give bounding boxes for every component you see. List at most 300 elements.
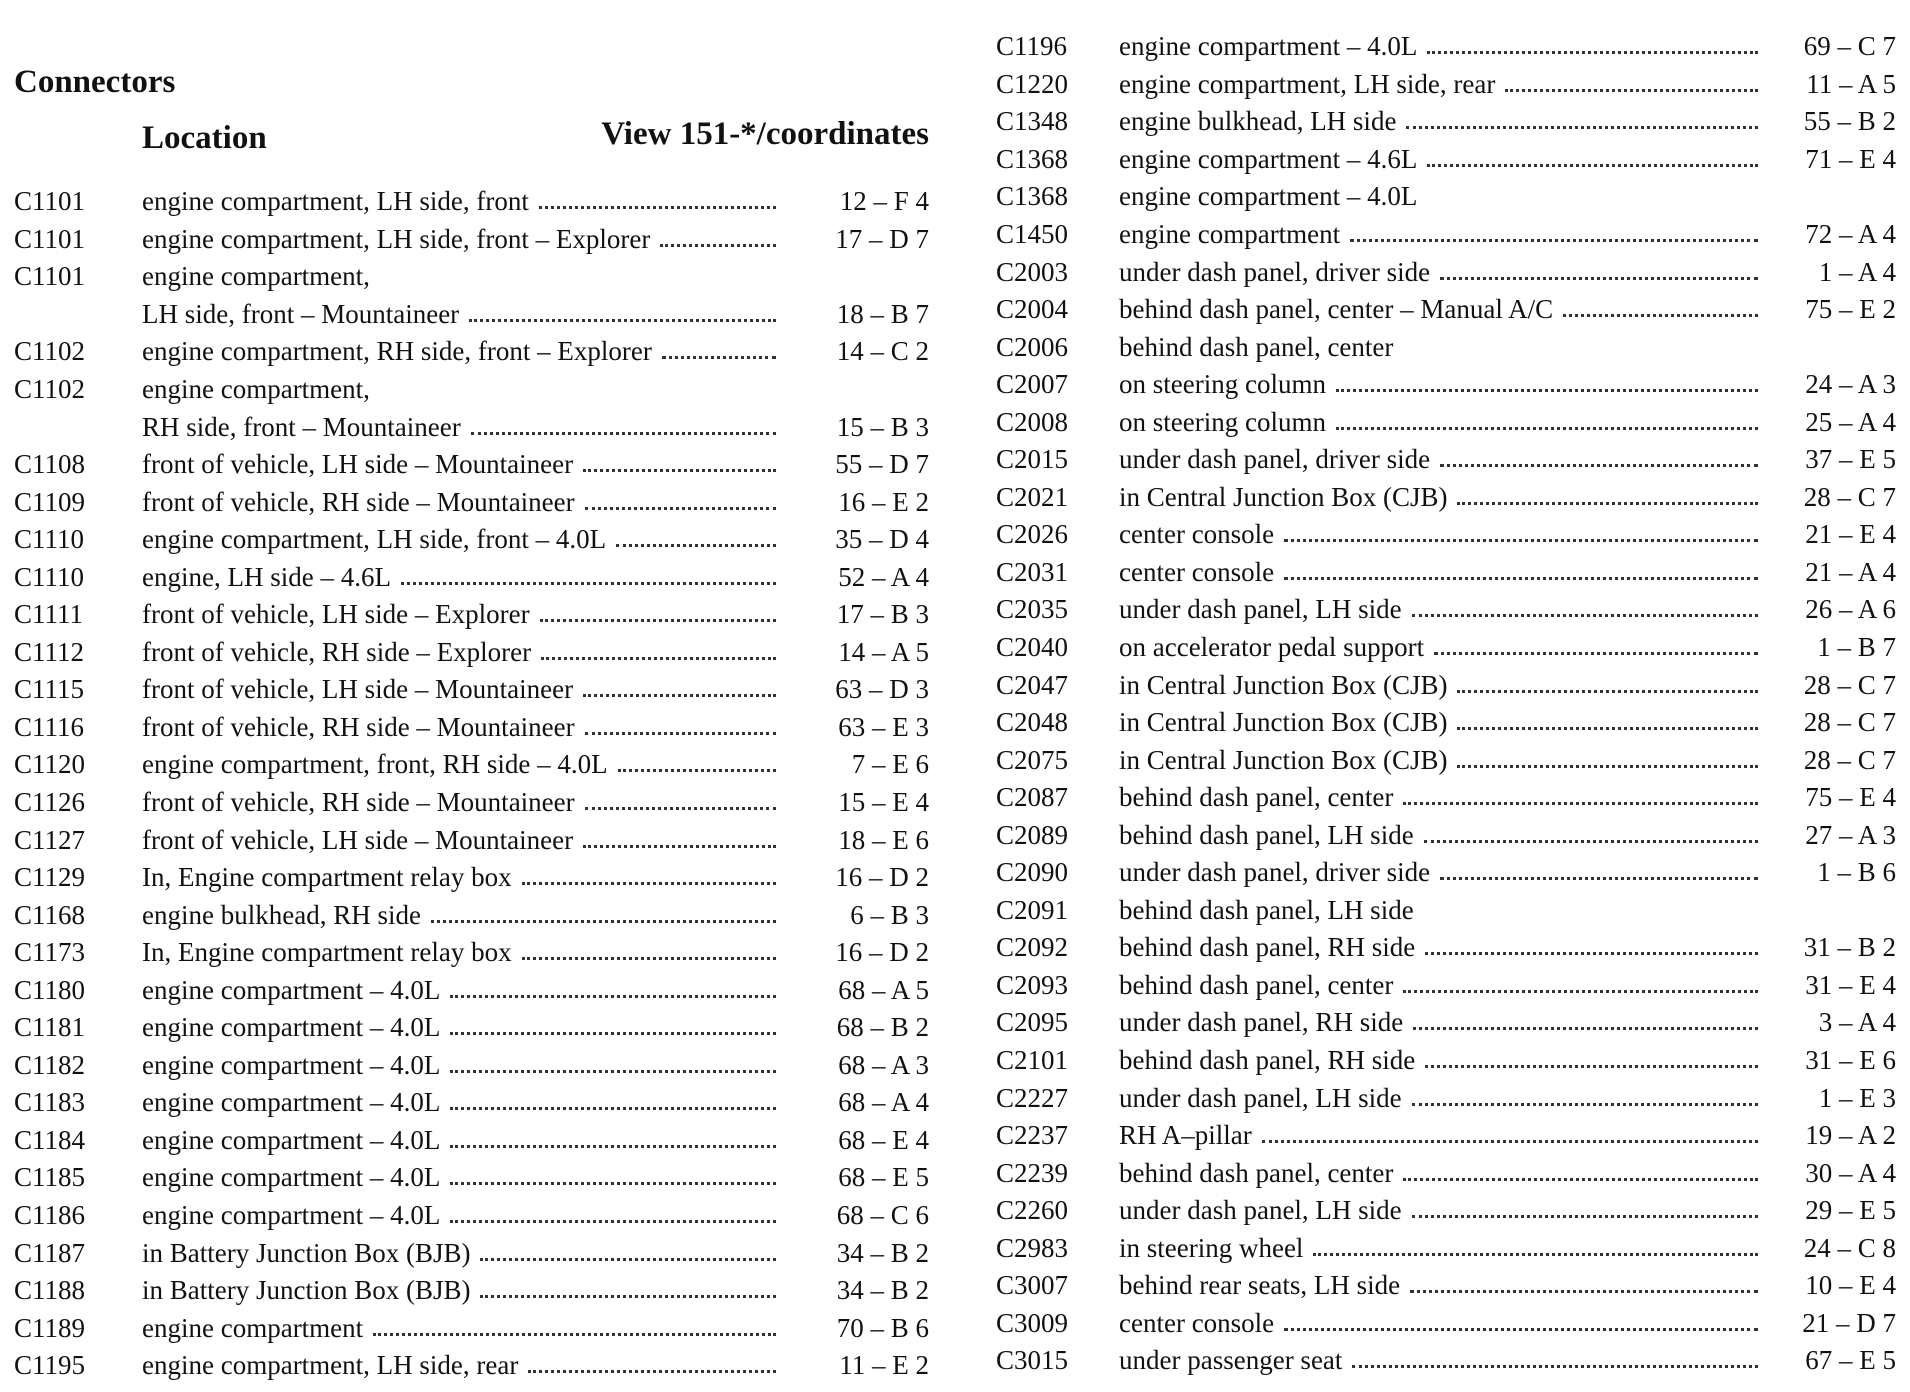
connector-row [996,741,1896,779]
connector-view-coordinates: 68 – B 2 [836,1012,929,1043]
connector-row [996,629,1896,667]
connector-view-coordinates: 17 – D 7 [835,223,929,254]
connector-row [14,934,929,972]
connector-code: C2095 [996,1007,1069,1038]
connector-row [14,1347,929,1385]
connector-row [996,441,1896,479]
connector-code: C1368 [996,181,1069,212]
connector-row [996,66,1896,104]
dot-leader [1336,427,1758,430]
connector-view-coordinates: 68 – E 5 [838,1162,929,1193]
dot-leader [660,244,776,247]
connector-row [996,816,1896,854]
connector-code: C2006 [996,331,1069,362]
connector-code: C2101 [996,1045,1069,1076]
connector-code: C1183 [14,1087,86,1118]
connector-view-coordinates: 27 – A 3 [1805,819,1896,850]
connector-location: RH A–pillar [1119,1120,1252,1151]
connector-row [996,366,1896,404]
connector-location: under dash panel, LH side [1119,1082,1402,1113]
connector-view-coordinates: 14 – C 2 [836,336,929,367]
connector-location: engine compartment – 4.6L [1119,143,1418,174]
connector-row [996,1004,1896,1042]
connector-view-coordinates: 55 – D 7 [835,449,929,480]
connector-location: front of vehicle, RH side – Mountaineer [142,711,575,742]
connector-view-coordinates: 3 – A 4 [1818,1007,1896,1038]
connector-code: C1115 [14,674,85,705]
connector-row [996,1342,1896,1380]
dot-leader [480,1295,776,1298]
connector-view-coordinates: 31 – E 4 [1805,969,1896,1000]
connector-view-coordinates: 24 – A 3 [1805,369,1896,400]
dot-leader [1457,727,1758,730]
connector-view-coordinates: 26 – A 6 [1805,594,1896,625]
connector-code: C3015 [996,1345,1069,1376]
connector-view-coordinates: 34 – B 2 [836,1237,929,1268]
dot-leader [1284,539,1758,542]
dot-leader [1352,1365,1758,1368]
connector-row [14,521,929,559]
dot-leader [585,507,776,510]
connector-view-coordinates: 28 – C 7 [1803,707,1896,738]
connector-location: under dash panel, LH side [1119,1195,1402,1226]
connector-location: front of vehicle, RH side – Mountaineer [142,486,575,517]
column-header-view: View 151-*/coordinates [601,116,929,152]
connector-list-right [996,28,1896,1380]
connector-row [14,483,929,521]
connector-location: engine compartment – 4.0L [142,1124,441,1155]
dot-leader [1412,614,1758,617]
connector-code: C1450 [996,219,1069,249]
connector-row [14,1197,929,1235]
connector-location: behind dash panel, center [1119,331,1394,362]
connector-location: In, Engine compartment relay box [142,937,512,968]
connector-location: In, Engine compartment relay box [142,862,512,893]
connector-code: C2239 [996,1157,1069,1188]
connector-code: C3009 [996,1307,1069,1338]
connector-code: C2090 [996,857,1069,888]
connector-location: front of vehicle, LH side – Mountaineer [142,449,574,480]
connector-code: C1173 [14,937,86,968]
connector-code: C1184 [14,1124,86,1155]
connector-view-coordinates: 35 – D 4 [835,524,929,555]
connector-view-coordinates: 16 – D 2 [835,862,929,893]
dot-leader [1425,1065,1758,1068]
dot-leader [1563,314,1758,317]
connector-code: C2093 [996,969,1069,1000]
connector-row [14,1159,929,1197]
dot-leader [662,356,776,359]
connector-list-left [14,183,929,1385]
connector-view-coordinates: 7 – E 6 [851,749,929,780]
dot-leader [1427,164,1758,167]
connector-location: in Battery Junction Box (BJB) [142,1275,471,1306]
connector-row [996,1230,1896,1268]
connector-location: in Central Junction Box (CJB) [1119,707,1448,738]
dot-leader [1424,840,1758,843]
page-title: Connectors [14,64,176,100]
dot-leader [585,732,776,735]
connector-row [996,28,1896,66]
connector-row [996,1192,1896,1230]
connector-row [996,1267,1896,1305]
connector-view-coordinates: 21 – D 7 [1802,1307,1896,1338]
connector-view-coordinates: 68 – C 6 [836,1200,929,1231]
connector-code: C2003 [996,256,1069,287]
connector-row [996,516,1896,554]
dot-leader [583,694,776,697]
connector-row [996,929,1896,967]
connector-code: C1102 [14,374,86,404]
connector-view-coordinates: 1 – E 3 [1818,1082,1896,1113]
dot-leader [1403,802,1758,805]
dot-leader [450,1182,776,1185]
connector-location: front of vehicle, LH side – Mountaineer [142,824,574,855]
connector-view-coordinates: 25 – A 4 [1805,406,1896,437]
connector-row [14,296,929,334]
connector-code: C1168 [14,899,86,930]
connector-row [14,408,929,446]
connector-view-coordinates: 11 – E 2 [839,1350,929,1381]
connector-code: C1109 [14,486,86,517]
connector-view-coordinates: 21 – E 4 [1805,519,1896,550]
connector-location: engine compartment, LH side, front [142,186,529,217]
connector-code: C1102 [14,336,86,367]
connector-view-coordinates: 24 – C 8 [1803,1232,1896,1263]
connector-code: C1108 [14,449,86,480]
connector-row [14,1122,929,1160]
connector-view-coordinates: 31 – E 6 [1805,1045,1896,1076]
connector-row [996,103,1896,141]
connector-row [14,1234,929,1272]
dot-leader [1425,952,1758,955]
connector-location: engine compartment – 4.0L [1119,31,1418,62]
connector-code: C1111 [14,599,84,630]
connector-row [996,403,1896,441]
connector-view-coordinates: 6 – B 3 [850,899,929,930]
connector-code: C2035 [996,594,1069,625]
connector-location: behind dash panel, center [1119,782,1394,813]
dot-leader [1403,1178,1758,1181]
connector-row [14,333,929,371]
connector-view-coordinates: 28 – C 7 [1803,744,1896,775]
connector-view-coordinates: 1 – B 7 [1817,632,1896,663]
dot-leader [480,1258,776,1261]
connector-view-coordinates: 29 – E 5 [1805,1195,1896,1226]
dot-leader [1413,1027,1758,1030]
connector-code: C1182 [14,1049,86,1080]
connector-location: under passenger seat [1119,1345,1343,1376]
connector-view-coordinates: 15 – E 4 [838,787,929,818]
connector-code: C1186 [14,1200,86,1231]
connector-row [996,779,1896,817]
dot-leader [1457,502,1758,505]
connector-view-coordinates: 12 – F 4 [839,186,929,217]
dot-leader [1262,1140,1758,1143]
connector-code: C1180 [14,974,86,1005]
dot-leader [450,1220,776,1223]
connector-view-coordinates: 11 – A 5 [1806,68,1896,99]
connector-view-coordinates: 67 – E 5 [1805,1345,1896,1376]
connector-location: under dash panel, driver side [1119,857,1431,888]
connector-row [14,634,929,672]
connector-view-coordinates: 34 – B 2 [836,1275,929,1306]
dot-leader [1457,690,1758,693]
connector-row [996,967,1896,1005]
dot-leader [450,1145,776,1148]
connector-location: engine compartment, LH side, front – 4.0L [142,524,607,555]
connector-view-coordinates: 14 – A 5 [838,636,929,667]
dot-leader [1410,1290,1758,1293]
connector-row [996,591,1896,629]
connector-location: under dash panel, driver side [1119,256,1431,287]
connector-code: C1189 [14,1312,86,1343]
connector-view-coordinates: 37 – E 5 [1805,444,1896,475]
connector-code: C2026 [996,519,1069,550]
dot-leader [540,619,776,622]
dot-leader [1403,990,1758,993]
connector-location: in Central Junction Box (CJB) [1119,744,1448,775]
connector-location: engine compartment, LH side, rear [142,1350,519,1381]
connector-view-coordinates: 16 – E 2 [838,486,929,517]
connector-location: engine compartment – 4.0L [142,1087,441,1118]
connector-location: on accelerator pedal support [1119,632,1425,663]
connector-location: engine, LH side – 4.6L [142,561,391,592]
connector-location: front of vehicle, RH side – Mountaineer [142,787,575,818]
dot-leader [450,1107,776,1110]
connector-code: C1101 [14,261,86,292]
connector-view-coordinates: 70 – B 6 [836,1312,929,1343]
connector-view-coordinates: 10 – E 4 [1805,1270,1896,1301]
connector-location: center console [1119,556,1275,587]
connector-location: on steering column [1119,406,1326,437]
connector-code: C2021 [996,481,1069,512]
connector-code: C1110 [14,561,85,592]
connector-code: C1196 [996,31,1068,62]
connector-code: C2260 [996,1195,1069,1226]
connector-row [996,1042,1896,1080]
connector-row [996,328,1896,366]
dot-leader [616,544,776,547]
connector-location: engine bulkhead, LH side [1119,106,1397,137]
dot-leader [1350,239,1758,242]
connector-location: behind dash panel, center [1119,1157,1394,1188]
connector-row [14,821,929,859]
connector-row [14,221,929,259]
connector-row [996,892,1896,930]
connector-row [996,1154,1896,1192]
connector-code: C2983 [996,1232,1069,1263]
connector-location: center console [1119,519,1275,550]
connector-row [14,1272,929,1310]
connector-row [996,1117,1896,1155]
connector-location: engine compartment [142,1312,364,1343]
connector-view-coordinates: 28 – C 7 [1803,669,1896,700]
connector-row [14,671,929,709]
connector-code: C1101 [14,223,86,254]
connector-view-coordinates: 75 – E 2 [1805,294,1896,325]
connector-view-coordinates: 21 – A 4 [1805,556,1896,587]
connector-code: C3007 [996,1270,1069,1301]
connector-view-coordinates: 18 – E 6 [838,824,929,855]
dot-leader [1440,464,1758,467]
connector-location: engine compartment – 4.0L [1119,181,1418,212]
connector-view-coordinates: 1 – B 6 [1817,857,1896,888]
connector-view-coordinates: 68 – E 4 [838,1124,929,1155]
connector-view-coordinates: 69 – C 7 [1803,31,1896,62]
connector-code: C2091 [996,894,1069,925]
dot-leader [469,319,776,322]
dot-leader [1336,389,1758,392]
connector-location: engine compartment, [142,374,370,404]
connector-code: C2007 [996,369,1069,400]
connector-code: C1110 [14,524,85,555]
connector-location: engine compartment – 4.0L [142,1200,441,1231]
connector-location: front of vehicle, LH side – Mountaineer [142,674,574,705]
connector-code: C2031 [996,556,1069,587]
connector-code: C2227 [996,1082,1069,1113]
connector-row [996,216,1896,254]
dot-leader [1457,765,1758,768]
connector-row [996,141,1896,179]
connector-code: C2092 [996,932,1069,963]
connector-row [14,183,929,221]
dot-leader [450,1070,776,1073]
connector-code: C2040 [996,632,1069,663]
connector-row [996,479,1896,517]
connector-code: C1126 [14,787,86,818]
connector-code: C1368 [996,143,1069,174]
connector-code: C1101 [14,186,86,217]
dot-leader [1434,652,1758,655]
dot-leader [1427,51,1758,54]
connector-row [14,1309,929,1347]
dot-leader [1284,577,1758,580]
connector-location: engine compartment, LH side, rear [1119,68,1496,99]
dot-leader [618,769,776,772]
dot-leader [401,582,776,585]
connector-row [14,596,929,634]
connector-row [14,446,929,484]
dot-leader [1440,877,1758,880]
column-header-location: Location [142,120,267,156]
connector-code: C1116 [14,711,85,742]
connector-row [996,178,1896,216]
connector-row [14,971,929,1009]
connector-location: behind dash panel, LH side [1119,819,1414,850]
connector-location: engine compartment, LH side, front – Explorer [142,223,651,254]
connector-location: engine compartment – 4.0L [142,1162,441,1193]
dot-leader [1440,277,1758,280]
connector-row [14,859,929,897]
connector-code: C2004 [996,294,1069,325]
connector-view-coordinates: 31 – B 2 [1803,932,1896,963]
connector-row [14,1084,929,1122]
connector-view-coordinates: 55 – B 2 [1803,106,1896,137]
connector-location: LH side, front – Mountaineer [142,298,460,329]
connector-code: C1187 [14,1237,86,1268]
connector-row [14,371,929,409]
dot-leader [1412,1103,1758,1106]
connector-view-coordinates: 15 – B 3 [836,411,929,442]
connector-location: engine compartment – 4.0L [142,1012,441,1043]
connector-row [996,854,1896,892]
connector-code: C1112 [14,636,85,667]
connector-code: C1127 [14,824,86,855]
connector-view-coordinates: 18 – B 7 [836,298,929,329]
dot-leader [522,957,776,960]
connector-code: C1129 [14,862,86,893]
dot-leader [1406,126,1758,129]
connector-row [996,1079,1896,1117]
connector-view-coordinates: 52 – A 4 [838,561,929,592]
connector-location: center console [1119,1307,1275,1338]
connector-view-coordinates: 30 – A 4 [1805,1157,1896,1188]
connector-row [996,704,1896,742]
connector-view-coordinates: 17 – B 3 [836,599,929,630]
dot-leader [1505,89,1758,92]
connector-row [14,1047,929,1085]
connector-code: C1185 [14,1162,86,1193]
connector-code: C1220 [996,68,1069,99]
connector-code: C1120 [14,749,86,780]
connector-code: C2047 [996,669,1069,700]
connector-location: behind dash panel, RH side [1119,1045,1416,1076]
connector-code: C1188 [14,1275,86,1306]
connector-view-coordinates: 72 – A 4 [1805,219,1896,249]
dot-leader [583,845,776,848]
dot-leader [539,206,776,209]
connector-location: engine compartment, [142,261,370,292]
connector-view-coordinates: 63 – D 3 [835,674,929,705]
dot-leader [471,432,776,435]
connector-location: behind dash panel, center – Manual A/C [1119,294,1554,325]
dot-leader [1284,1328,1758,1331]
connector-location: engine compartment – 4.0L [142,974,441,1005]
connector-code: C2048 [996,707,1069,738]
connector-code: C2087 [996,782,1069,813]
connector-location: in Central Junction Box (CJB) [1119,481,1448,512]
connector-view-coordinates: 19 – A 2 [1805,1120,1896,1151]
dot-leader [528,1370,776,1373]
connector-code: C2015 [996,444,1069,475]
dot-leader [1313,1253,1758,1256]
connector-view-coordinates: 75 – E 4 [1805,782,1896,813]
connector-location: behind rear seats, LH side [1119,1270,1401,1301]
dot-leader [450,1032,776,1035]
connector-row [14,258,929,296]
connector-location: front of vehicle, RH side – Explorer [142,636,532,667]
connector-row [14,784,929,822]
connector-location: engine compartment, front, RH side – 4.0L [142,749,608,780]
connector-code: C2075 [996,744,1069,775]
connector-row [14,558,929,596]
connector-location: RH side, front – Mountaineer [142,411,461,442]
connector-location: behind dash panel, center [1119,969,1394,1000]
connector-row [996,253,1896,291]
connector-row [996,291,1896,329]
connector-code: C2089 [996,819,1069,850]
connector-row [14,709,929,747]
dot-leader [450,995,776,998]
connector-location: in Battery Junction Box (BJB) [142,1237,471,1268]
connector-row [14,1009,929,1047]
connector-location: engine compartment [1119,219,1341,249]
dot-leader [585,807,776,810]
connector-location: under dash panel, LH side [1119,594,1402,625]
connector-view-coordinates: 28 – C 7 [1803,481,1896,512]
connector-view-coordinates: 71 – E 4 [1805,143,1896,174]
